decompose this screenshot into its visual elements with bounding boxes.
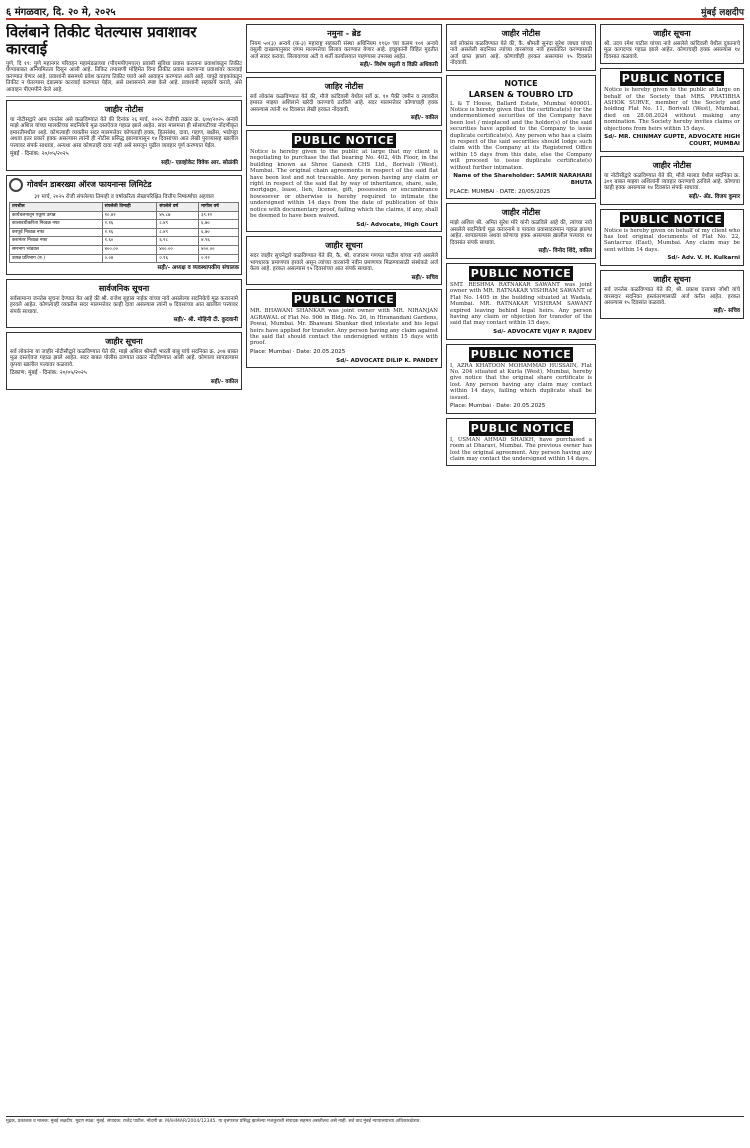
notice-body: नियम ५०(३) अन्वये (क-३) महाराष्ट्र सहकारी संस्था अधिनियम १९६० च्या कलम १०१ अन्वये वसुली दाखल्यानुसार जंगम मालमत्तेचा लिलाव करण्यात येणार आहे. इच्छुकांनी विहित मुदतीत अर्ज सादर करावा. लिलावाच्या अटी व शर्ती कार्यालयात पाहण्यास उपलब्ध आहेत. xyxy=(250,41,438,60)
notice-title: जाहीर नोटीस xyxy=(104,105,144,115)
notice-signature: सही/- श्री. मोहिनी टी. कुदवानी xyxy=(173,317,238,324)
table-header: संपलेले वर्ष xyxy=(157,203,199,212)
company-name: गोवर्धन डाबरख्या ऑरज फायनान्स लिमिटेड xyxy=(27,179,152,190)
notice-title: सार्वजनिक सूचना xyxy=(98,284,150,294)
notice-title: जाहीर सूचना xyxy=(653,275,691,285)
masthead xyxy=(6,4,744,20)
notice-box xyxy=(246,77,442,126)
notice-body: Notice is hereby given to the public at large that my client is negotiating to purchase the flat bearing No. 402, 4th Floor, in the building known as Shree Ganesh CHS Ltd., Borivali (West), Mumbai. The original chain agreements in respect of the said flat have been lost and not traceable. Any person having any claim or right in respect of the said flat by way of inheritance, share, sale, mortgage, lease, lien, license, gift, possession or encumbrance howsoever or otherwise is hereby required to intimate the undersigned within 14 days from the date of publication of this notice with documentary proof, failing which the claims, if any, shall be deemed to have been waived. xyxy=(250,149,438,220)
notice-title: जाहीर नोटीस xyxy=(652,160,692,170)
public-notice-box xyxy=(246,289,442,368)
public-notice-box xyxy=(246,130,442,232)
table-row xyxy=(10,220,239,229)
table-cell: ०.१२ xyxy=(199,254,239,263)
notice-body: या नोटीसद्वारे आम जनतेस असे कळविण्यात येते की दिनांक २६ मार्च, २०२५ रोजीची तक्रार क्र. ६०४/२०२५ अन्वये माझे अशिल यांच्या मालकीच्या सदनिकेचे मूळ दस्तऐवज गहाळ झाले आहेत. सदर मालमत्ता ही सोसायटीच्या नोंदणीकृत इमारतीमधील आहे. कोणत्याही व्यक्तीस सदर मालमत्तेवर कोणताही हक्क, हितसंबंध, दावा, गहाण, बक्षीस, भाडेपट्टा अथवा इतर प्रकारे हक्क असल्यास त्यांनी ही नोटीस प्रसिद्ध झाल्यापासून १४ दिवसांच्या आत लेखी पुराव्यासह खालील पत्त्यावर संपर्क साधावा, अन्यथा असा कोणताही दावा नाही असे समजून पुढील व्यवहार पूर्ण करण्यात येईल. xyxy=(10,117,238,149)
notice-title: जाहीर नोटीस xyxy=(501,29,541,38)
table-cell: १०.४२ xyxy=(102,211,157,220)
notice-body: सर्व लोकांस कळविण्यात येते की, कै. श्रीमती सुनंदा सुरेश जाधव यांच्या नावे असलेली सदनिका त्यांच्या वारसांच्या नावे हस्तांतरित करण्यासाठी अर्ज प्राप्त झाला आहे. कोणाचीही हरकत असल्यास १५ दिवसांत नोंदवावी. xyxy=(450,41,592,67)
notice-signature: सही/- सचिव xyxy=(411,274,438,281)
notice-title: PUBLIC NOTICE xyxy=(470,347,572,361)
notice-signature: Sd/- ADVOCATE VIJAY P. RAJDEV xyxy=(493,328,592,335)
notice-body: I, AZRA KHATOON MOHAMMAD HUSSAIN, Flat No. 204 situated at Kurla (West), Mumbai, hereby give notice that the original share certificate is lost. Any person having any claim may contact within 14 days, failing which duplicate shall be issued. xyxy=(450,362,592,401)
notice-box xyxy=(600,156,744,205)
section-title: मुंबई लक्षदीप xyxy=(701,7,744,18)
notice-body: सर्व लोकांस कळविण्यात येते की, मौजे कांदिवली येथील सर्वे क्र. १० पैकी जमीन व त्यावरील इमारत माझ्या अशिलाने खरेदी करण्याचे ठरविले आहे. सदर मालमत्तेवर कोणाचाही हक्क असल्यास त्यांनी १४ दिवसात लेखी हरकत नोंदवावी. xyxy=(250,94,438,113)
tender-box xyxy=(246,24,442,73)
table-cell: करपूर्व निव्वळ नफा xyxy=(10,228,103,237)
page-number: ६ मंगळवार, दि. २० मे, २०२५ xyxy=(6,7,116,18)
article-body: पुणे, दि १९: पुणे महानगर परिवहन महामंडळाच्या (पीएमपीएमएल) प्रवासी सुविधा प्रवास करताना प्रवाशांकडून तिकीट घेण्याबाबत अनियमितता दिसून आली आहे. तिकिट तपासणी मोहिमेत विना तिकीट प्रवास करणाऱ्या प्रवाशांवर कारवाई करण्यात येणार आहे. प्रवाशांनी बसमध्ये प्रवेश करताच तिकीट घ्यावे असे आवाहन करण्यात आले आहे. यापुढे वाहकांकडून तिकीट न घेतल्यास दंडात्मक कारवाई करण्यात येईल, असे प्रशासनाने स्पष्ट केले आहे. प्रवाशांनी सहकार्य करावे, असे आवाहन पीएमपीने केले आहे. xyxy=(6,61,242,93)
table-cell: ८.४९ xyxy=(157,228,199,237)
table-cell: ४००.०० xyxy=(102,246,157,255)
notice-title: NOTICE xyxy=(504,78,538,88)
notice-place: Place: Mumbai · Date: 20.05.2025 xyxy=(250,348,346,355)
table-cell: कालावधीकरिता निव्वळ नफा xyxy=(10,220,103,229)
notice-title: जाहिर नोटीस xyxy=(324,82,364,92)
imprint-footer: मुद्रक, प्रकाशक व मालक: मुंबई लक्षदीप. मुद्रण स्थळ: मुंबई. संपादक: राजेंद्र पाटील. नोंदणी क्र. MAHMAR/2004/12345. या वृत्तपत्रात प्रसिद्ध झालेल्या मजकुराशी संपादक सहमत असतीलच असे नाही. सर्व वाद मुंबई न्यायालयाच्या अधिकारक्षेत्रात. xyxy=(6,1116,744,1144)
notice-box xyxy=(6,100,242,171)
notice-signature: सही/- विशेष वसुली व विक्री अधिकारी xyxy=(359,62,438,69)
notice-body: Notice is hereby given to the public at large on behalf of the Society that MRS. PRATIBHA ASHOK SURVE, member of the Society and holding Flat No. 11, Borivali (West), Mumbai, died on 28.08.2024 without making any nomination. The Society hereby invites claims or objections from heirs within 15 days. xyxy=(604,87,740,132)
notice-signature: सही/- सचिव xyxy=(713,308,740,315)
column-2 xyxy=(246,24,442,1112)
notice-body: I, USMAN AHMAD SHAIKH, have purchased a room at Dharavi, Mumbai. The previous owner has lost the original agreement. Any person having any claim may contact the undersigned within 14 days. xyxy=(450,436,592,462)
notice-title: जाहीर सूचना xyxy=(653,29,691,38)
notice-body: सर्व लोकांना या जाहीर नोटीसीद्वारे कळविण्यात येते की, माझे अशिल श्रीमती भारती बाबु यांचे सदनिका क्र. ३०४ बाबत मूळ दस्तऐवज गहाळ झाले आहेत. सदर बाबत पोलीस ठाण्यात तक्रार नोंदविण्यात आली आहे. कोणाला सापडल्यास कृपया खालील पत्त्यावर कळवावे. xyxy=(10,349,238,368)
table-cell: २.१६ xyxy=(102,228,157,237)
table-cell: ६.२८ xyxy=(157,237,199,246)
public-notice-box xyxy=(446,344,596,414)
table-cell: ४.९६ xyxy=(199,237,239,246)
notice-title: PUBLIC NOTICE xyxy=(470,421,572,435)
notice-box xyxy=(246,236,442,285)
notice-box xyxy=(446,203,596,258)
table-row xyxy=(10,237,239,246)
table-cell: ४००.०० xyxy=(199,246,239,255)
table-row xyxy=(10,228,239,237)
notice-title: जाहीर नोटीस xyxy=(501,208,541,218)
notice-place: मुंबई · दिनांक: २०/०५/२०२५ xyxy=(10,151,69,158)
headline: विलंबाने तिकीट घेतल्यास प्रवाशावर कारवाई xyxy=(6,24,197,58)
notice-title: जाहीर सूचना xyxy=(325,241,363,251)
notice-title: PUBLIC NOTICE xyxy=(470,266,572,280)
notice-title: PUBLIC NOTICE xyxy=(293,293,395,307)
table-cell: ६.७० xyxy=(199,228,239,237)
notice-title: PUBLIC NOTICE xyxy=(621,212,723,226)
table-row xyxy=(10,254,239,263)
notice-body: सदर जाहीर सूचनेद्वारे कळविण्यात येते की, कै. श्री. राजाराम गणपत पाटील यांच्या नावे असलेले भागधारक प्रमाणपत्र हरवले असून त्यांच्या वारसांनी नवीन प्रमाणपत्र मिळण्यासाठी संस्थेकडे अर्ज केला आहे. हरकत असल्यास १५ दिवसांच्या आत संपर्क साधावा. xyxy=(250,253,438,273)
table-cell: ०.१६ xyxy=(157,254,199,263)
table-cell: १.६० xyxy=(102,237,157,246)
notice-signature: सही/- वकील xyxy=(410,115,438,122)
notice-body: सर्वसामान्य जनतेस सूचना देण्यात येत आहे की श्री. राजेश सुहास नाईक यांच्या नावे असलेल्या सदनिकेचे मूळ करारनामे हरवले आहेत. कोणत्याही व्यक्तीस सदर मालमत्तेवर काही दावा असल्यास त्यांनी ७ दिवसांच्या आत खालील पत्त्यावर संपर्क साधावा. xyxy=(10,296,238,315)
notice-body: Notice is hereby given on behalf of my client who has lost original documents of Flat No. 22, Santacruz (East), Mumbai. Any claim may be sent within 14 days. xyxy=(604,227,740,253)
financial-results xyxy=(6,175,242,275)
notice-signature: सही/- ॲड. विजय कुमार xyxy=(688,193,740,200)
table-cell: ४००.०० xyxy=(157,246,199,255)
table-cell: उत्पन्न प्रतिभाग (रु.) xyxy=(10,254,103,263)
notice-title: नमुना - ब्रेड xyxy=(327,29,361,38)
notice-signature: सही/- एडव्होकेट विवेक आर. सोळंकी xyxy=(161,159,238,166)
results-signature: सही/- अध्यक्ष व व्यवस्थापकीय संचालक xyxy=(157,265,239,272)
notice-signature: सही/- विनोद शिंदे, वकील xyxy=(538,248,592,255)
table-row xyxy=(10,246,239,255)
notice-title: जाहीर सूचना xyxy=(105,337,143,347)
table-header: मागील वर्ष xyxy=(199,203,239,212)
notice-signature: Sd/- Adv. V. H. Kulkarni xyxy=(667,255,740,262)
notice-signature: Sd/- ADVOCATE DILIP K. PANDEY xyxy=(336,357,438,364)
notice-title: PUBLIC NOTICE xyxy=(293,134,395,148)
notice-place: ठिकाण: मुंबई · दिनांक: २०/०५/२०२५ xyxy=(10,370,87,377)
company-name: LARSEN & TOUBRO LTD xyxy=(468,89,574,99)
notice-place: Place: Mumbai · Date: 20.05.2025 xyxy=(450,402,546,409)
public-notice-box xyxy=(446,263,596,340)
public-notice-box xyxy=(600,68,744,151)
table-header: तपशील xyxy=(10,203,103,212)
table-cell: ८.४९ xyxy=(157,220,199,229)
table-cell: ०.०४ xyxy=(102,254,157,263)
notice-body: L & T House, Ballard Estate, Mumbai 400001. Notice is hereby given that the certificate(s) for the undermentioned securities of the Company have been lost / misplaced and the holder(s) of the said securities have applied to the Company to issue duplicate certificate(s). Any person who has a claim in respect of the said securities should lodge such claim with the Company at its Registered Office within 15 days from this date, else the Company will proceed to issue duplicate certificate(s) without further intimation. xyxy=(450,100,592,171)
table-cell: ४५.८७ xyxy=(157,211,199,220)
lt-notice-box xyxy=(446,75,596,200)
company-logo-icon xyxy=(9,178,23,192)
notice-body: MR. BHAWANI SHANKAR was joint owner with MR. NIRANJAN AGRAWAL of Flat No. 906 in Bldg. No. 26, in Hiranandani Gardens, Powai, Mumbai. Mr. Bhawani Shankar died intestate and his legal heirs have applied for transfer. Any person having any claim against the said flat should contact the undersigned within 15 days with proof. xyxy=(250,308,438,347)
notice-box xyxy=(600,24,744,64)
public-notice-box xyxy=(446,418,596,467)
notice-box xyxy=(446,24,596,71)
table-cell: ३९.१२ xyxy=(199,211,239,220)
table-cell: समभाग भांडवल xyxy=(10,246,103,255)
notice-body: श्री. उदय रमेश पाटील यांच्या नावे असलेले कांदिवली येथील दुकानाचे मूळ कागदपत्र गहाळ झाले आहेत. कोणाचाही हक्क असल्यास १४ दिवसात कळवावे. xyxy=(604,41,740,60)
notice-body: माझे अशिल श्री. अमित सुरेश मोरे यांनी कळविले आहे की, त्यांच्या नावे असलेले सदनिकेचे मूळ करारनामे व पावत्या प्रवासादरम्यान गहाळ झाल्या आहेत. सापडल्यास अथवा कोणाचा हक्क असल्यास खालील पत्त्यावर १४ दिवसांत संपर्क साधावा. xyxy=(450,220,592,246)
table-header: संपलेली तिमाही xyxy=(102,203,157,212)
column-4 xyxy=(600,24,744,1112)
notice-place: PLACE: MUMBAI · DATE: 20/05/2025 xyxy=(450,188,551,195)
table-cell: २.१६ xyxy=(102,220,157,229)
table-cell: कार्यचलनातून एकूण उत्पन्न xyxy=(10,211,103,220)
table-row xyxy=(10,211,239,220)
notice-box xyxy=(600,270,744,319)
notice-signature: Sd/- Advocate, High Court xyxy=(356,221,438,228)
notice-signature: Name of the Shareholder: SAMIR NARAHARI BHUTA xyxy=(453,173,592,186)
table-cell: ६.७० xyxy=(199,220,239,229)
results-subtitle: ३१ मार्च, २०२५ रोजी संपलेल्या तिमाही व वर्षाकरिता लेखापरिक्षित वित्तीय निष्कर्षाचा अहवाल xyxy=(34,193,214,200)
notice-body: या नोटीसीद्वारे कळविण्यात येते की, मौजे मालाड येथील सदनिका क्र. ३०१ बाबत माझ्या अशिलांनी व्यवहार करण्याचे ठरविले आहे. कोणाचा काही हक्क असल्यास १४ दिवसांत संपर्क साधावा. xyxy=(604,172,740,192)
notice-box xyxy=(6,332,242,390)
column-1 xyxy=(6,24,242,1112)
public-notice-box xyxy=(600,209,744,266)
table-cell: करानंतर निव्वळ नफा xyxy=(10,237,103,246)
notice-body: सर्व जनतेस कळविण्यात येते की, श्री. प्रकाश दत्तात्रय जोशी यांचे वारसदार सदनिका हस्तांतरणासाठी अर्ज करीत आहेत. हरकत असल्यास १५ दिवसांत कळवावे. xyxy=(604,287,740,306)
notice-signature: सही/- वकील xyxy=(210,379,238,386)
notice-title: PUBLIC NOTICE xyxy=(621,72,723,86)
notice-body: SMT. RESHMA RATNAKAR SAWANT was joint owner with MR. RATNAKAR VISHRAM SAWANT of Flat No. 1405 in the building situated at Wadala, Mumbai. MR. RATNAKAR VISHRAM SAWANT expired leaving behind legal heirs. Any person having any claim or objection for transfer of the said flat may contact within 15 days. xyxy=(450,281,592,327)
notice-signature: Sd/- MR. CHINMAY GUPTE, ADVOCATE HIGH COURT, MUMBAI xyxy=(604,134,740,147)
notice-box xyxy=(6,279,242,328)
column-3 xyxy=(446,24,596,1112)
results-table xyxy=(9,202,239,263)
